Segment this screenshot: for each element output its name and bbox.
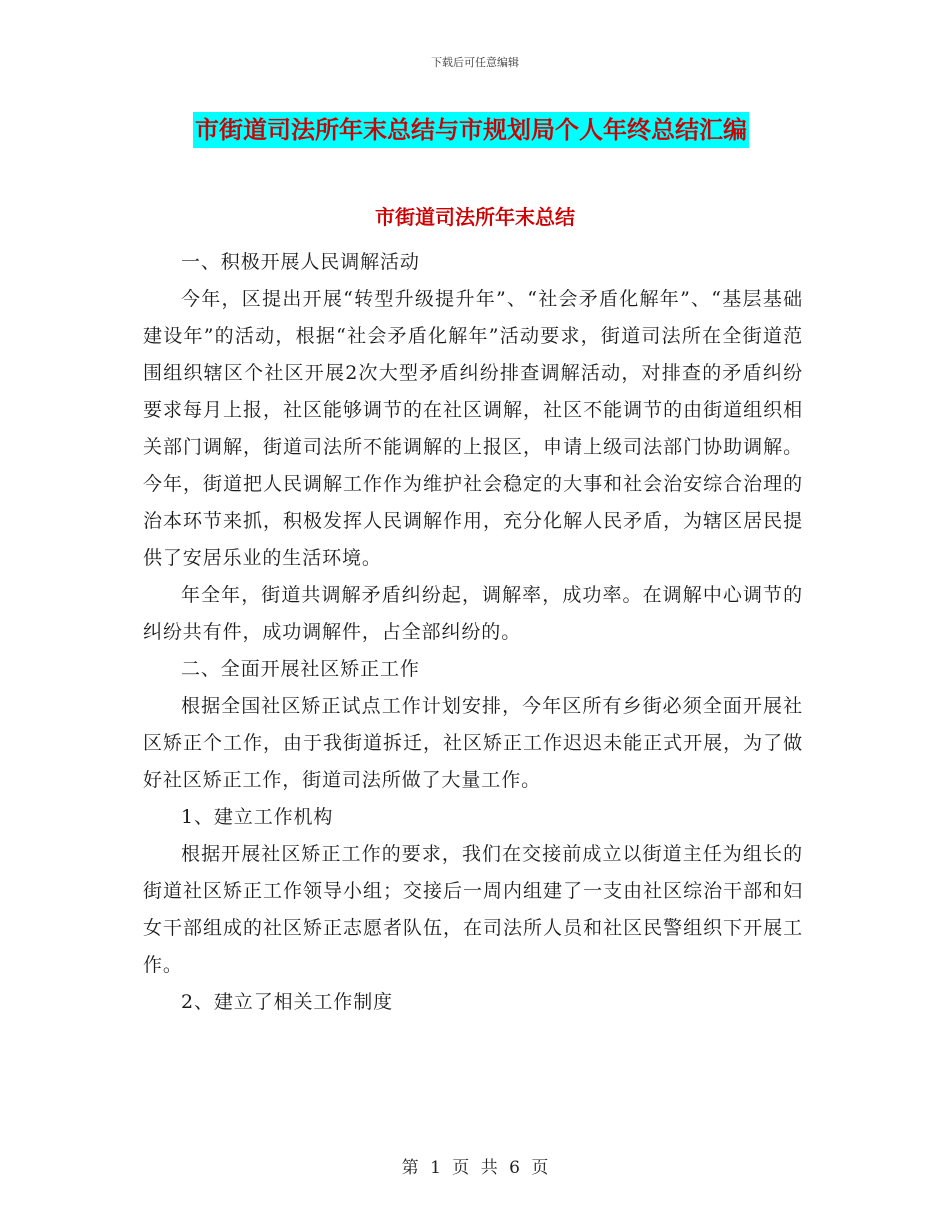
document-title: 市街道司法所年末总结与市规划局个人年终总结汇编 [193, 112, 749, 148]
header-note: 下载后可任意编辑 [431, 56, 519, 69]
document-body [143, 244, 803, 1021]
page-footer: 第 1 页 共 6 页 [401, 1158, 549, 1178]
section-title: 市街道司法所年末总结 [375, 205, 575, 229]
heading-paragraph: 二、全面开展社区矫正工作 [181, 658, 420, 680]
heading-paragraph: 1、建立工作机构 [181, 806, 334, 828]
body-paragraph: 今年，区提出开展“转型升级提升年”、“社会矛盾化解年”、“基层基础建设年”的活动，根据“社会矛盾化解年”活动要求，街道司法所在全街道范围组织辖区个社区开展2次大型矛盾纠纷排查调解活动，对排查的矛盾纠纷要求每月上报，社区能够调节的在社区调解，社区不能调节的由街道组织相关部门调解，街道司法所不能调解的上报区，申请上级司法部门协助调解。今年，街道把人民调解工作作为维护社会稳定的大事和社会治安综合治理的治本环节来抓，积极发挥人民调解作用，充分化解人民矛盾，为辖区居民提供了安居乐业的生活环境。 [143, 288, 803, 569]
heading-paragraph: 2、建立了相关工作制度 [181, 991, 393, 1013]
heading-paragraph: 一、积极开展人民调解活动 [181, 251, 420, 273]
body-paragraph: 年全年，街道共调解矛盾纠纷起，调解率，成功率。在调解中心调节的纠纷共有件，成功调解件，占全部纠纷的。 [143, 584, 803, 643]
body-paragraph: 根据全国社区矫正试点工作计划安排，今年区所有乡街必须全面开展社区矫正个工作，由于我街道拆迁，社区矫正工作迟迟未能正式开展，为了做好社区矫正工作，街道司法所做了大量工作。 [143, 695, 803, 791]
body-paragraph: 根据开展社区矫正工作的要求，我们在交接前成立以街道主任为组长的街道社区矫正工作领导小组；交接后一周内组建了一支由社区综治干部和妇女干部组成的社区矫正志愿者队伍，在司法所人员和社区民警组织下开展工作。 [143, 843, 803, 976]
